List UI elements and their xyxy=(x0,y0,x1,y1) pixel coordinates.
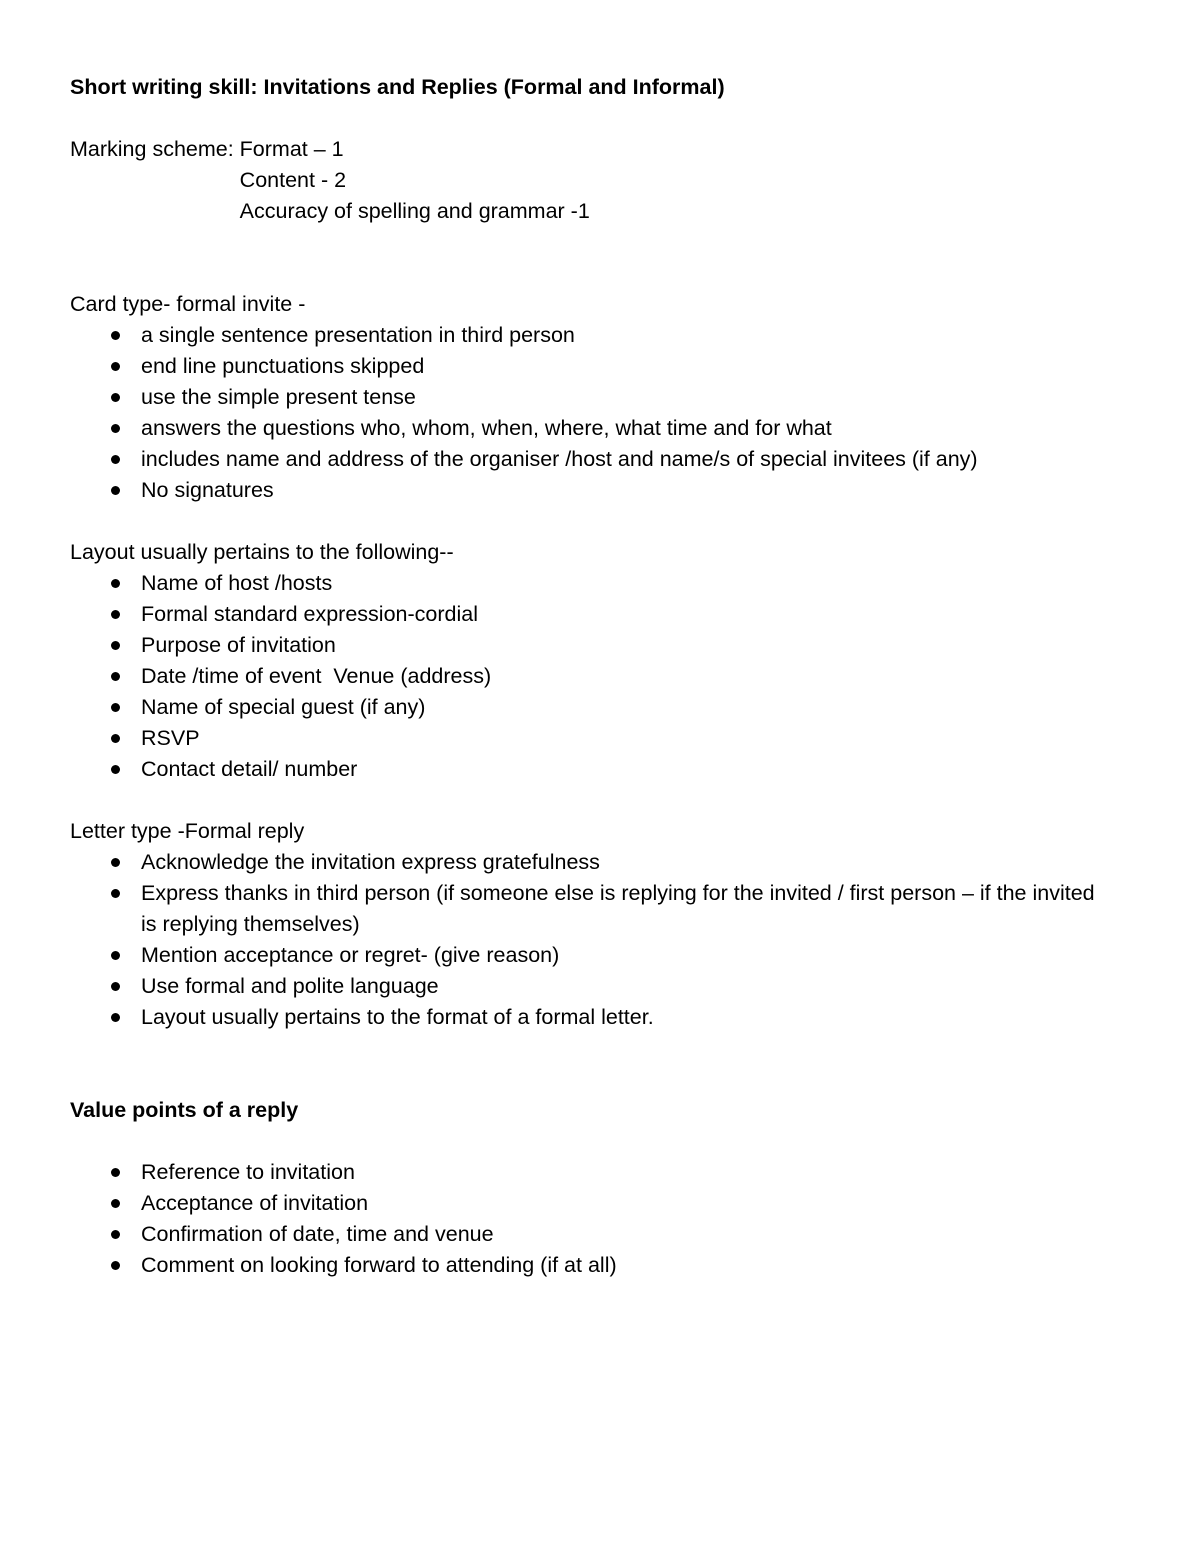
bullet-icon xyxy=(111,331,120,340)
list-item-text: Name of host /hosts xyxy=(141,571,333,595)
card-type-list xyxy=(70,320,1130,506)
page-title: Short writing skill: Invitations and Replies (Formal and Informal) xyxy=(70,75,725,99)
layout-list xyxy=(70,568,1130,785)
bullet-icon xyxy=(111,641,120,650)
list-item xyxy=(70,444,1130,475)
list-item xyxy=(70,1219,1130,1250)
bullet-icon xyxy=(111,1013,120,1022)
bullet-icon xyxy=(111,486,120,495)
marking-scheme-label: Marking scheme: xyxy=(70,137,240,161)
bullet-icon xyxy=(111,889,120,898)
list-item xyxy=(70,320,1130,351)
marking-scheme-item: Accuracy of spelling and grammar -1 xyxy=(239,199,590,223)
bullet-icon xyxy=(111,703,120,712)
list-item xyxy=(70,568,1130,599)
list-item xyxy=(70,661,1130,692)
bullet-icon xyxy=(111,393,120,402)
list-item-text: Acceptance of invitation xyxy=(141,1191,369,1215)
bullet-icon xyxy=(111,579,120,588)
list-item-text: use the simple present tense xyxy=(141,385,416,409)
spacer xyxy=(70,1126,1130,1157)
list-item xyxy=(70,630,1130,661)
list-item xyxy=(70,1188,1130,1219)
list-item xyxy=(70,1250,1130,1281)
value-points-list xyxy=(70,1157,1130,1281)
list-item xyxy=(70,1002,1130,1033)
marking-scheme xyxy=(70,134,1130,227)
marking-scheme-item: Content - 2 xyxy=(239,168,347,192)
list-item-text: end line punctuations skipped xyxy=(141,354,425,378)
list-item-text: No signatures xyxy=(141,478,274,502)
bullet-icon xyxy=(111,1230,120,1239)
list-item-text: Express thanks in third person (if someone else is replying for the invited / first person – if the invited is replying themselves) xyxy=(141,881,1095,936)
spacer xyxy=(70,785,1130,816)
bullet-icon xyxy=(111,982,120,991)
list-item-text: Contact detail/ number xyxy=(141,757,358,781)
list-item-text: answers the questions who, whom, when, where, what time and for what xyxy=(141,416,832,440)
list-item-text: Acknowledge the invitation express gratefulness xyxy=(141,850,600,874)
value-points-heading: Value points of a reply xyxy=(70,1098,299,1122)
bullet-icon xyxy=(111,424,120,433)
spacer xyxy=(70,227,1130,289)
list-item-text: Reference to invitation xyxy=(141,1160,355,1184)
bullet-icon xyxy=(111,1261,120,1270)
bullet-icon xyxy=(111,1199,120,1208)
list-item xyxy=(70,692,1130,723)
bullet-icon xyxy=(111,1168,120,1177)
card-type-heading: Card type- formal invite - xyxy=(70,292,306,316)
marking-scheme-values xyxy=(240,134,590,227)
list-item-text: Name of special guest (if any) xyxy=(141,695,426,719)
list-item xyxy=(70,878,1130,940)
list-item xyxy=(70,971,1130,1002)
list-item-text: Mention acceptance or regret- (give reason) xyxy=(141,943,560,967)
list-item-text: Purpose of invitation xyxy=(141,633,336,657)
spacer xyxy=(70,506,1130,537)
bullet-icon xyxy=(111,672,120,681)
marking-scheme-item: Format – 1 xyxy=(239,137,344,161)
list-item xyxy=(70,382,1130,413)
list-item-text: Confirmation of date, time and venue xyxy=(141,1222,494,1246)
spacer xyxy=(70,1033,1130,1095)
list-item-text: Comment on looking forward to attending (if at all) xyxy=(141,1253,617,1277)
list-item xyxy=(70,475,1130,506)
list-item-text: a single sentence presentation in third person xyxy=(141,323,575,347)
list-item-text: Date /time of event Venue (address) xyxy=(141,664,492,688)
list-item-text: Use formal and polite language xyxy=(141,974,439,998)
list-item xyxy=(70,940,1130,971)
letter-type-list xyxy=(70,847,1130,1033)
list-item xyxy=(70,723,1130,754)
bullet-icon xyxy=(111,362,120,371)
bullet-icon xyxy=(111,765,120,774)
list-item xyxy=(70,599,1130,630)
list-item-text: includes name and address of the organiser /host and name/s of special invitees (if any) xyxy=(141,447,978,471)
list-item-text: Layout usually pertains to the format of a formal letter. xyxy=(141,1005,654,1029)
bullet-icon xyxy=(111,858,120,867)
bullet-icon xyxy=(111,734,120,743)
bullet-icon xyxy=(111,610,120,619)
bullet-icon xyxy=(111,455,120,464)
list-item xyxy=(70,1157,1130,1188)
list-item-text: RSVP xyxy=(141,726,200,750)
bullet-icon xyxy=(111,951,120,960)
letter-type-heading: Letter type -Formal reply xyxy=(70,819,305,843)
list-item xyxy=(70,754,1130,785)
list-item xyxy=(70,847,1130,878)
list-item xyxy=(70,413,1130,444)
list-item xyxy=(70,351,1130,382)
layout-heading: Layout usually pertains to the following-- xyxy=(70,540,454,564)
list-item-text: Formal standard expression-cordial xyxy=(141,602,478,626)
